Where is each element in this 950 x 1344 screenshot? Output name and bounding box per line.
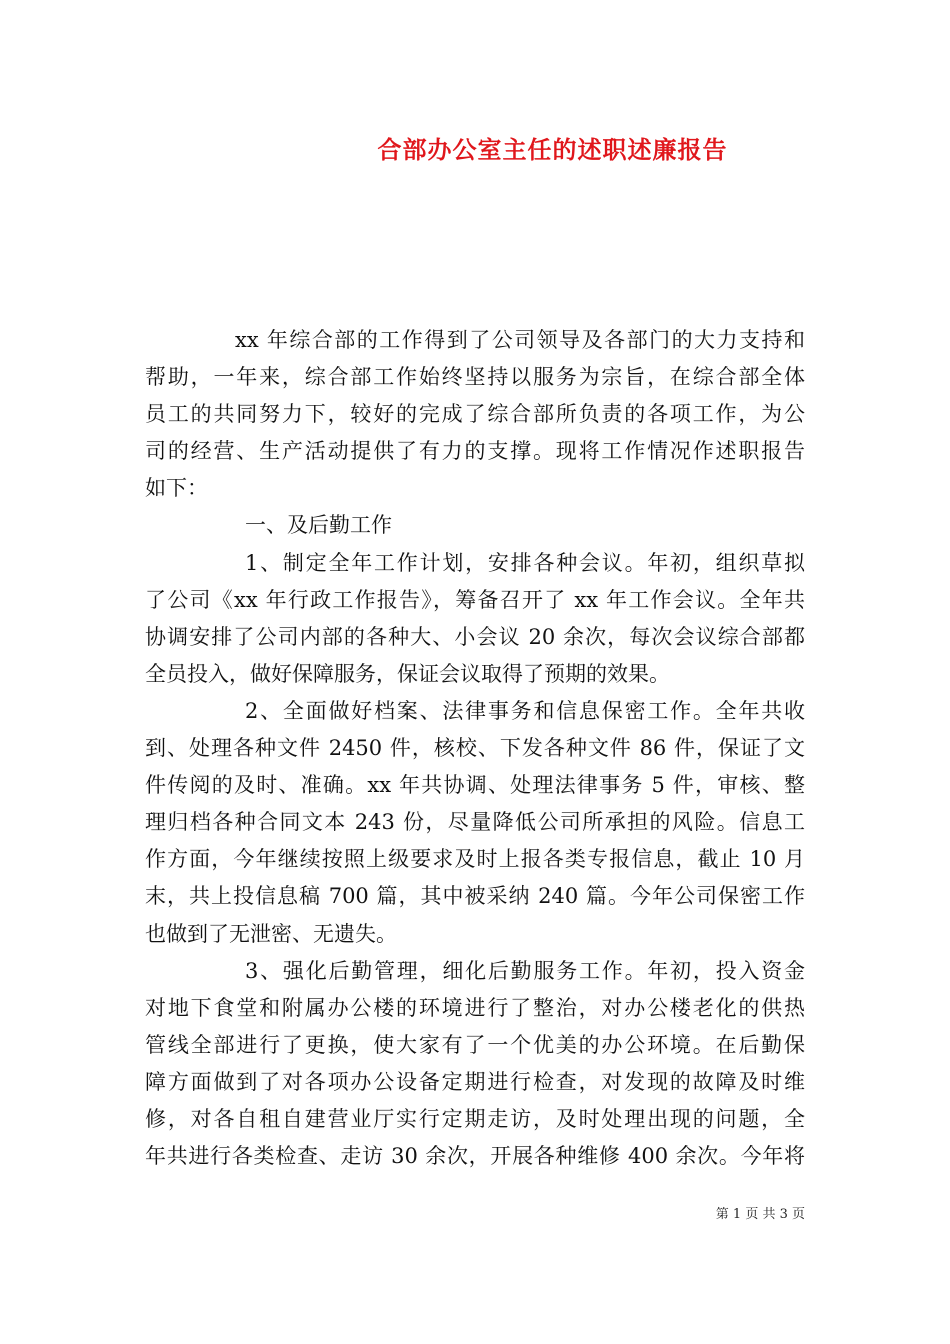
text-line: 到、处理各种文件 2450 件，核校、下发各种文件 86 件，保证了文 [145, 736, 805, 761]
text-line: 帮助，一年来，综合部工作始终坚持以服务为宗旨，在综合部全体 [145, 365, 805, 390]
paragraph [145, 545, 805, 693]
text-line: 1、制定全年工作计划，安排各种会议。年初，组织草拟 [245, 550, 805, 575]
paragraph [145, 693, 805, 953]
paragraph [145, 322, 805, 507]
text-line: 一、及后勤工作 [245, 513, 392, 538]
text-line: 管线全部进行了更换，使大家有了一个优美的办公环境。在后勤保 [145, 1032, 805, 1057]
text-line: 全员投入，做好保障服务，保证会议取得了预期的效果。 [145, 661, 670, 686]
text-line: 2、全面做好档案、法律事务和信息保密工作。全年共收 [245, 698, 805, 723]
paragraph [145, 507, 805, 544]
text-line: 末，共上投信息稿 700 篇，其中被采纳 240 篇。今年公司保密工作 [145, 884, 805, 909]
paragraph [145, 953, 805, 1176]
page-number: 第 1 页 共 3 页 [715, 1207, 805, 1222]
text-line: 司的经营、生产活动提供了有力的支撑。现将工作情况作述职报告 [145, 439, 805, 464]
text-line: 了公司《xx 年行政工作报告》，筹备召开了 xx 年工作会议。全年共 [145, 587, 805, 612]
document-body [145, 322, 805, 1175]
text-line: 障方面做到了对各项办公设备定期进行检查，对发现的故障及时维 [145, 1069, 805, 1094]
text-line: 年共进行各类检查、走访 30 余次，开展各种维修 400 余次。今年将 [145, 1144, 805, 1169]
text-line: 协调安排了公司内部的各种大、小会议 20 余次，每次会议综合部都 [145, 624, 805, 649]
text-line: 件传阅的及时、准确。xx 年共协调、处理法律事务 5 件，审核、整 [145, 773, 805, 798]
text-line: 对地下食堂和附属办公楼的环境进行了整治，对办公楼老化的供热 [145, 995, 805, 1020]
text-line: 也做到了无泄密、无遗失。 [145, 921, 397, 946]
document-title: 合部办公室主任的述职述廉报告 [377, 135, 728, 164]
text-line: 理归档各种合同文本 243 份，尽量降低公司所承担的风险。信息工 [145, 810, 805, 835]
text-line: 作方面，今年继续按照上级要求及时上报各类专报信息，截止 10 月 [145, 847, 805, 872]
text-line: 如下： [145, 476, 208, 501]
text-line: 3、强化后勤管理，细化后勤服务工作。年初，投入资金 [245, 958, 805, 983]
text-line: 修，对各自租自建营业厅实行定期走访，及时处理出现的问题，全 [145, 1106, 805, 1131]
text-line: xx 年综合部的工作得到了公司领导及各部门的大力支持和 [235, 328, 805, 352]
text-line: 员工的共同努力下，较好的完成了综合部所负责的各项工作，为公 [145, 402, 805, 427]
